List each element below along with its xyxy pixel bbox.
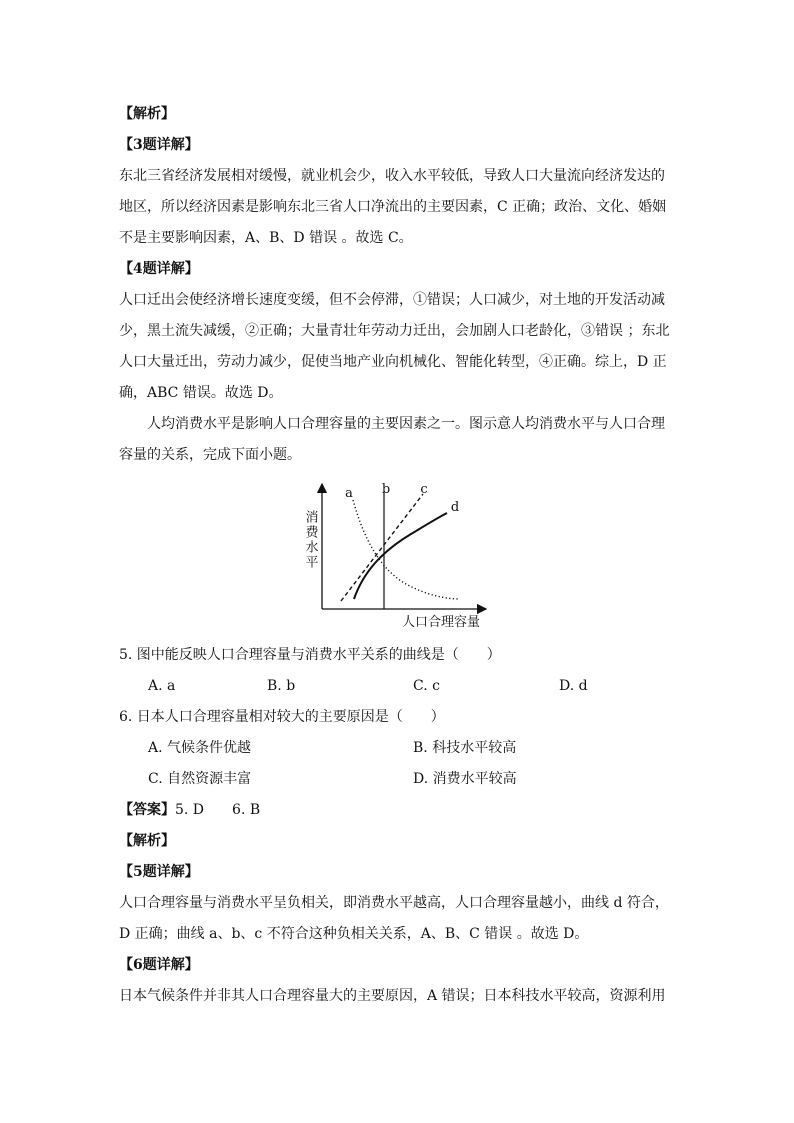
q4-explanation-line: 人口迁出会使经济增长速度变缓，但不会停滞，①错误；人口减少，对土地的开发活动减 bbox=[119, 292, 665, 308]
q5-explanation-line: D 正确；曲线 a、b、c 不符合这种负相关关系，A、B、C 错误 。故选 D。 bbox=[119, 926, 589, 942]
y-axis-label: 消费水平 bbox=[302, 510, 318, 570]
q4-explanation-line: 少，黑土流失减缓，②正确；大量青壮年劳动力迁出，会加剧人口老龄化，③错误 ；东北 bbox=[119, 323, 670, 339]
q3-heading: 【3题详解】 bbox=[119, 137, 199, 153]
q3-explanation-line: 地区，所以经济因素是影响东北三省人口净流出的主要因素，C 正确；政治、文化、婚姻 bbox=[119, 199, 667, 215]
answer-values: 5. D 6. B bbox=[175, 802, 261, 818]
q6-option-d: D. 消费水平较高 bbox=[413, 771, 517, 787]
q6-option-c: C. 自然资源丰富 bbox=[148, 771, 252, 787]
q4-heading: 【4题详解】 bbox=[119, 261, 199, 277]
q5-option-a: A. a bbox=[148, 678, 176, 694]
q5-heading: 【5题详解】 bbox=[119, 864, 199, 880]
curve-label-b: b bbox=[381, 482, 391, 497]
q6-explanation-line: 日本气候条件并非其人口合理容量大的主要原因，A 错误；日本科技水平较高，资源利用 bbox=[119, 988, 666, 1004]
q4-explanation-line: 人口大量迁出，劳动力减少，促使当地产业向机械化、智能化转型，④正确。综上，D 正 bbox=[119, 354, 667, 370]
q3-explanation-line: 东北三省经济发展相对缓慢，就业机会少，收入水平较低，导致人口大量流向经济发达的 bbox=[119, 168, 665, 184]
intro-line: 人均消费水平是影响人口合理容量的主要因素之一。图示意人均消费水平与人口合理 bbox=[147, 416, 665, 432]
q6-stem: 6. 日本人口合理容量相对较大的主要原因是（ ） bbox=[119, 709, 445, 725]
q3-explanation-line: 不是主要影响因素，A、B、D 错误 。故选 C。 bbox=[119, 230, 413, 246]
answer-label: 【答案】 bbox=[119, 802, 175, 818]
q5-option-b: B. b bbox=[267, 678, 296, 694]
curve-label-d: d bbox=[450, 500, 460, 515]
curve-label-c: c bbox=[420, 482, 428, 497]
q6-option-a: A. 气候条件优越 bbox=[148, 740, 252, 756]
intro-line: 容量的关系，完成下面小题。 bbox=[119, 447, 301, 463]
x-axis-label: 人口合理容量 bbox=[401, 615, 481, 630]
q5-stem: 5. 图中能反映人口合理容量与消费水平关系的曲线是（ ） bbox=[119, 647, 501, 663]
q5-option-c: C. c bbox=[413, 678, 440, 694]
q5-option-d: D. d bbox=[559, 678, 588, 694]
analysis-heading-2: 【解析】 bbox=[119, 833, 175, 849]
curve-d bbox=[354, 513, 447, 599]
curve-label-a: a bbox=[345, 486, 353, 501]
q5-explanation-line: 人口合理容量与消费水平呈负相关，即消费水平越高，人口合理容量越小，曲线 d 符合， bbox=[119, 895, 669, 911]
q6-heading: 【6题详解】 bbox=[119, 957, 199, 973]
analysis-heading: 【解析】 bbox=[119, 106, 175, 122]
q6-option-b: B. 科技水平较高 bbox=[413, 740, 517, 756]
q4-explanation-line: 确，ABC 错误。故选 D。 bbox=[119, 385, 283, 401]
curve-c bbox=[341, 494, 423, 601]
consumption-capacity-figure bbox=[296, 478, 496, 636]
answer-line bbox=[119, 800, 260, 820]
